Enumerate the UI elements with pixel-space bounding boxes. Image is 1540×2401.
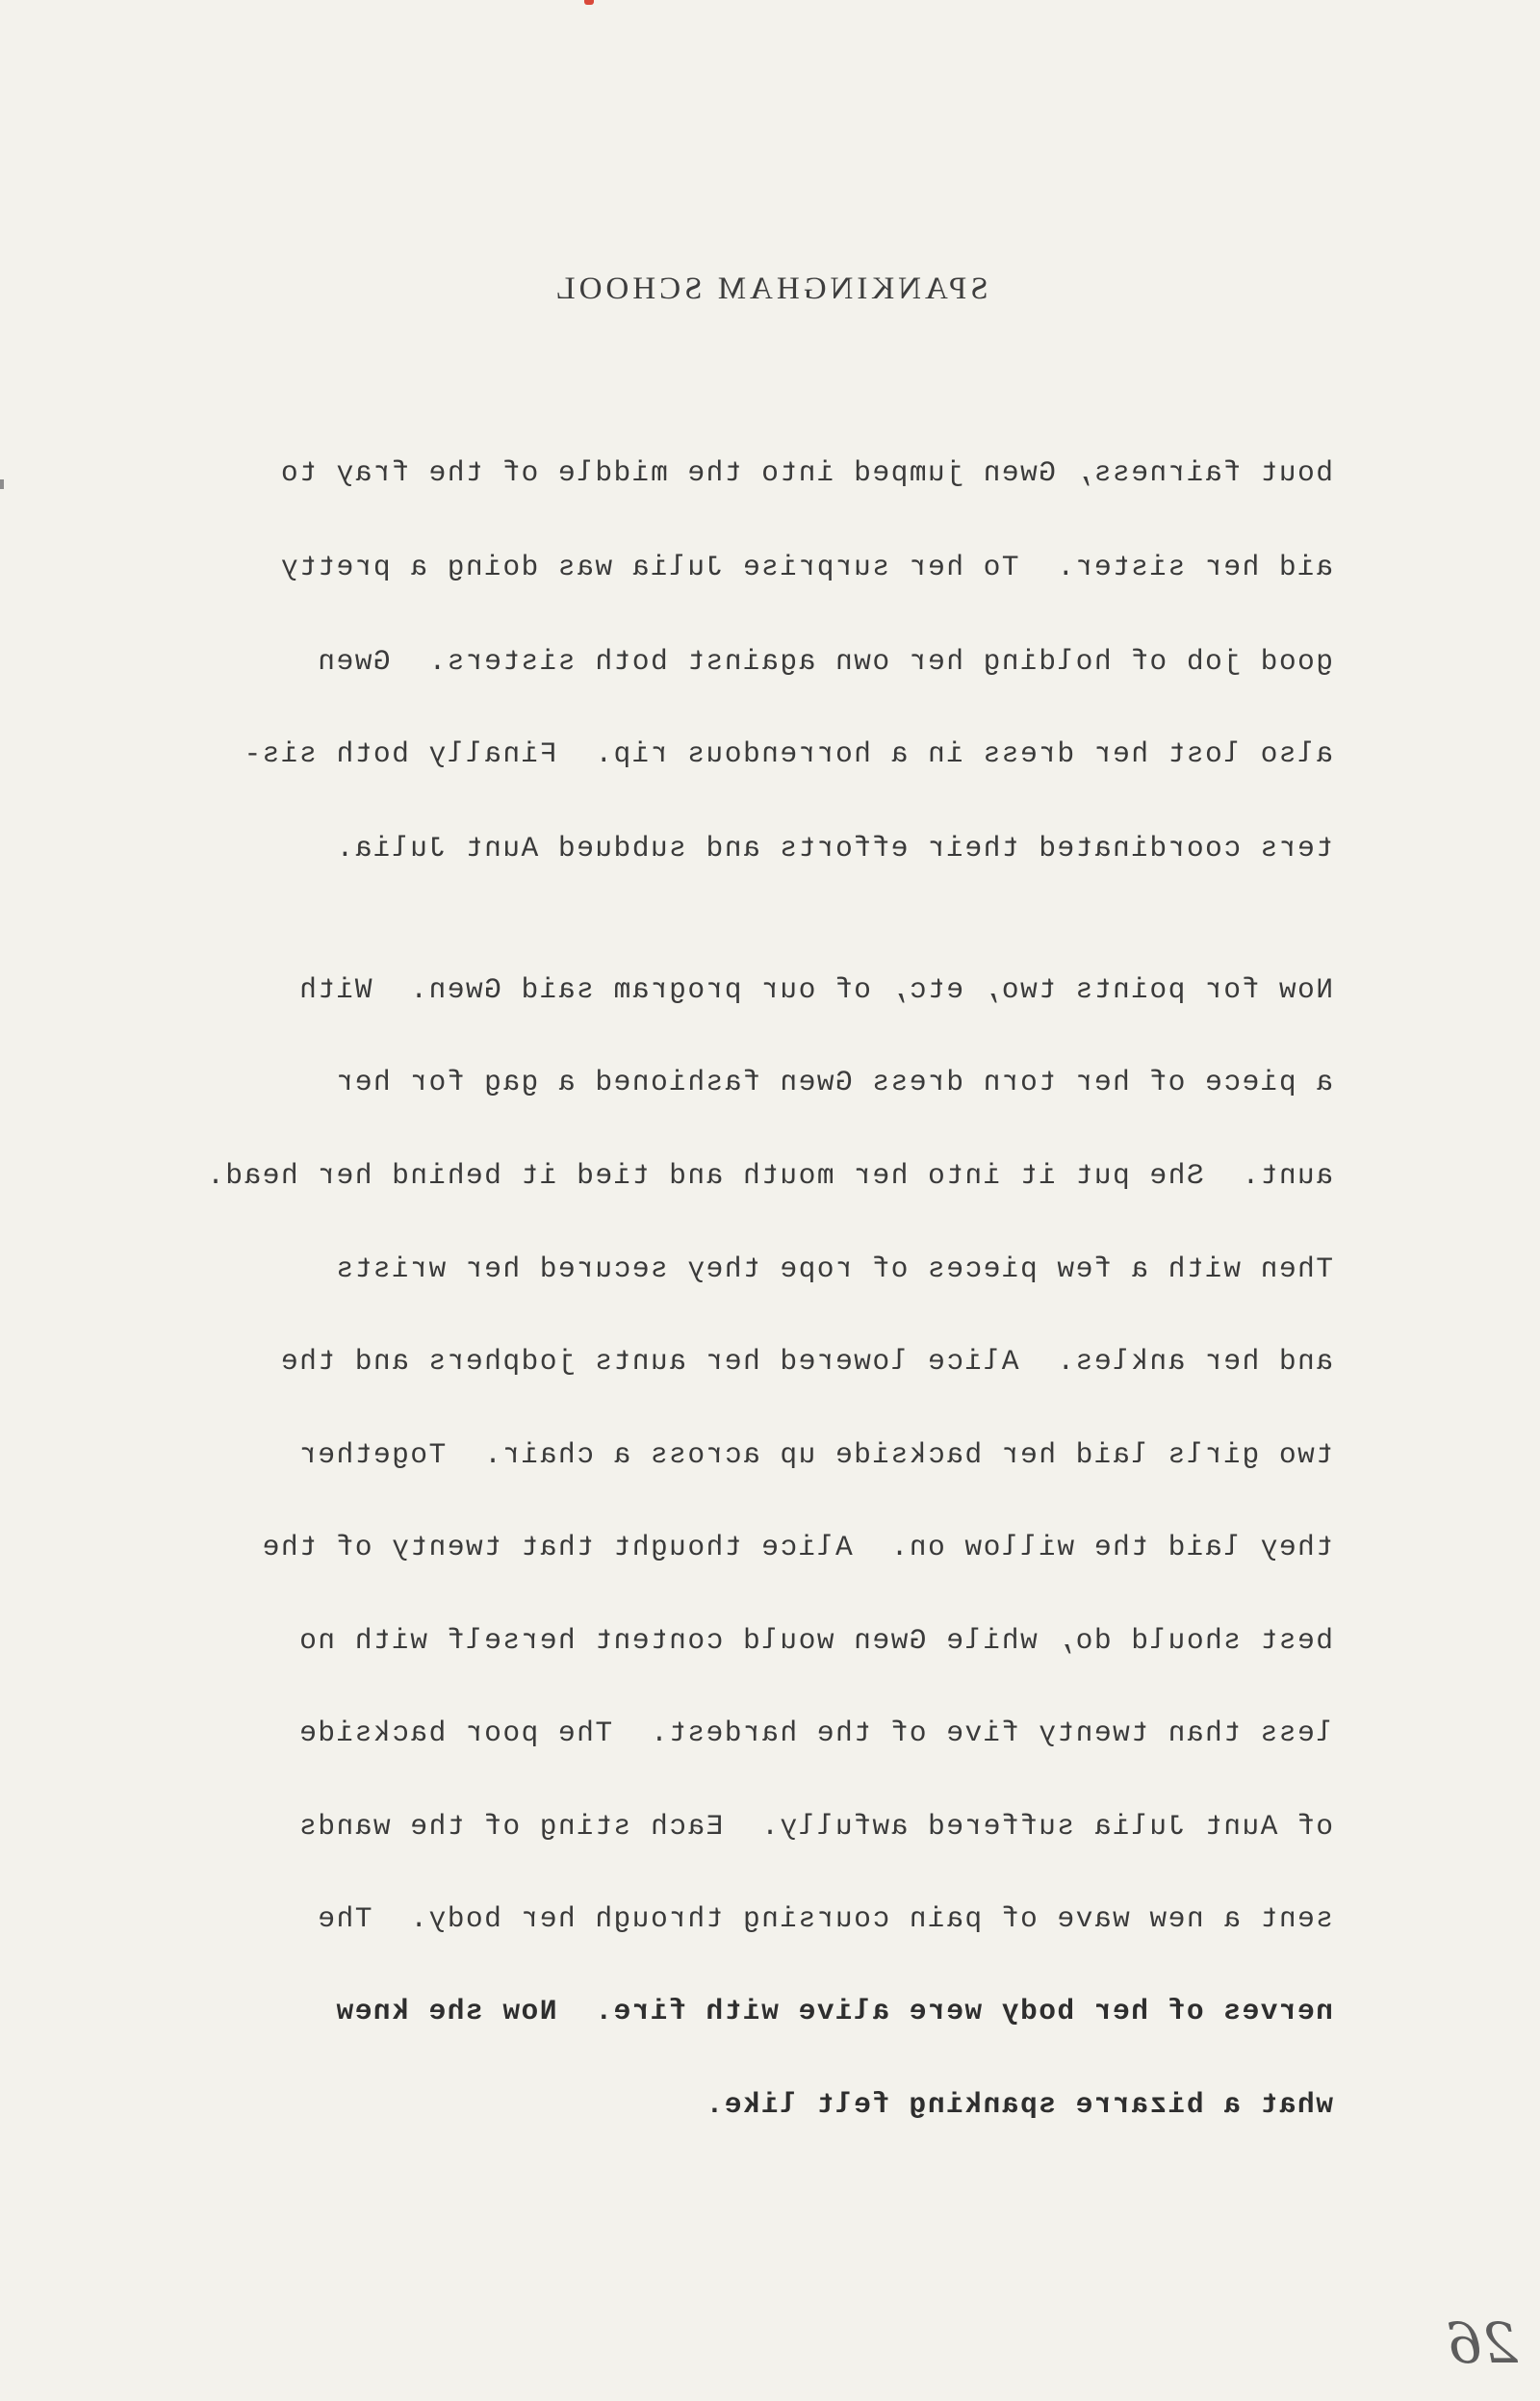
text-line: best should do, while Gwen would content herself with no <box>297 1624 1333 1657</box>
text-line: they laid the willow on. Alice thought that twenty of the <box>261 1531 1333 1563</box>
text-line: less than twenty five of the hardest. The poor backside <box>297 1717 1333 1749</box>
text-line: nerves of her body were alive with fire. Now she knew <box>335 1995 1333 2027</box>
text-line: good job of holding her own against both sisters. Gwen <box>316 645 1333 678</box>
text-line: also lost her dress in a horrendous rip. Finally both sis- <box>243 737 1333 770</box>
text-line: and her ankles. Alice lowered her aunts jodphers and the <box>279 1345 1333 1378</box>
text-line: of Aunt Julia suffered awfully. Each sting of the wands <box>297 1810 1333 1843</box>
text-line: bout fairness, Gwen jumped into the middle of the fray to <box>279 456 1333 489</box>
text-line: aunt. She put it into her mouth and tied it behind her head. <box>205 1159 1333 1192</box>
text-line: two girls laid her backside up across a chair. Together <box>297 1438 1333 1471</box>
text-line: what a bizarre spanking felt like. <box>705 2088 1333 2121</box>
page-header: SPANKINGHAM SCHOOL <box>552 271 988 306</box>
text-line: aid her sister. To her surprise Julia was doing a pretty <box>279 551 1333 583</box>
text-line: sent a new wave of pain coursing through her body. The <box>316 1902 1333 1935</box>
text-line: ters coordinated their efforts and subdued Aunt Julia. <box>335 832 1333 865</box>
text-line: Then with a few pieces of rope they secured her wrists <box>335 1252 1333 1285</box>
text-line: a piece of her torn dress Gwen fashioned a gag for her <box>335 1066 1333 1098</box>
text-line: Now for points two, etc, of our program said Gwen. With <box>297 973 1333 1006</box>
page-number: 26 <box>1447 2311 1518 2376</box>
